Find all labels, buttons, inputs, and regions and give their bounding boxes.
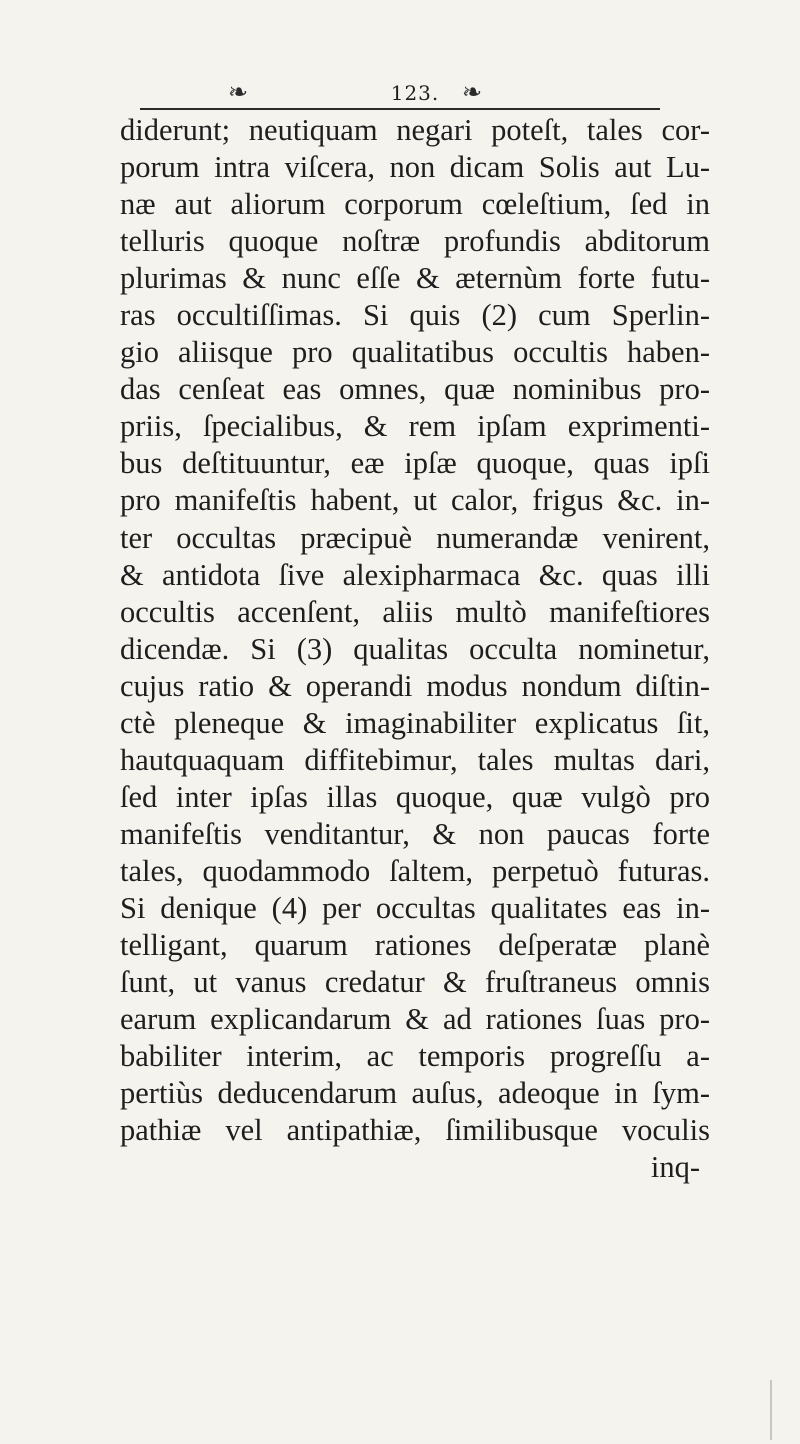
page-edge-mark (770, 1380, 772, 1440)
text-line: tales, quodammodo ſaltem, perpetuò futuras. (120, 853, 710, 888)
text-line: plurimas & nunc eſſe & æternùm forte futu- (120, 261, 710, 296)
text-line: pertiùs deducendarum auſus, adeoque in ſym- (120, 1076, 710, 1111)
text-line: cujus ratio & operandi modus nondum diſtin- (120, 668, 710, 703)
ornament-right-icon: ❧ (462, 78, 483, 106)
body-text (120, 112, 710, 1186)
text-line: das cenſeat eas omnes, quæ nominibus pro- (120, 372, 710, 407)
text-line: earum explicandarum & ad rationes ſuas pro- (120, 1002, 710, 1037)
page-number: 123. (390, 81, 440, 105)
text-line: hautquaquam diffitebimur, tales multas dari, (120, 742, 710, 777)
text-line: pathiæ vel antipathiæ, ſimilibusque voculis (120, 1113, 710, 1148)
text-line: dicendæ. Si (3) qualitas occulta nominetur, (120, 631, 710, 666)
text-line: ras occultiſſimas. Si quis (2) cum Sperlin- (120, 298, 710, 333)
text-line: ſunt, ut vanus credatur & fruſtraneus omnis (120, 965, 710, 1000)
text-line: priis, ſpecialibus, & rem ipſam exprimenti- (120, 409, 710, 444)
text-line: occultis accenſent, aliis multò manifeſtiores (120, 594, 710, 629)
ornament-left-icon: ❧ (228, 78, 249, 106)
text-line: diderunt; neutiquam negari poteſt, tales cor- (120, 113, 710, 147)
header-rule (140, 108, 660, 110)
text-line: gio aliisque pro qualitatibus occultis haben- (120, 335, 710, 370)
text-line: ſed inter ipſas illas quoque, quæ vulgò pro (120, 779, 710, 814)
page-header (140, 78, 660, 110)
text-line: & antidota ſive alexipharmaca &c. quas illi (120, 557, 710, 592)
text-line: porum intra viſcera, non dicam Solis aut Lu- (120, 150, 710, 185)
text-line: telligant, quarum rationes deſperatæ planè (120, 928, 710, 963)
text-line: ter occultas præcipuè numerandæ venirent, (120, 520, 710, 555)
text-line: telluris quoque noſtræ profundis abditorum (120, 224, 710, 259)
text-line: babiliter interim, ac temporis progreſſu a- (120, 1039, 710, 1074)
text-line: pro manifeſtis habent, ut calor, frigus &c. in- (120, 483, 710, 518)
text-line: manifeſtis venditantur, & non paucas forte (120, 816, 710, 851)
text-line: næ aut aliorum corporum cœleſtium, ſed in (120, 187, 710, 222)
text-line: Si denique (4) per occultas qualitates eas in- (120, 890, 710, 925)
text-line: bus deſtituuntur, eæ ipſæ quoque, quas ipſi (120, 446, 710, 481)
text-line: ctè pleneque & imaginabiliter explicatus ſit, (120, 705, 710, 740)
catchword: inq- (650, 1150, 700, 1185)
